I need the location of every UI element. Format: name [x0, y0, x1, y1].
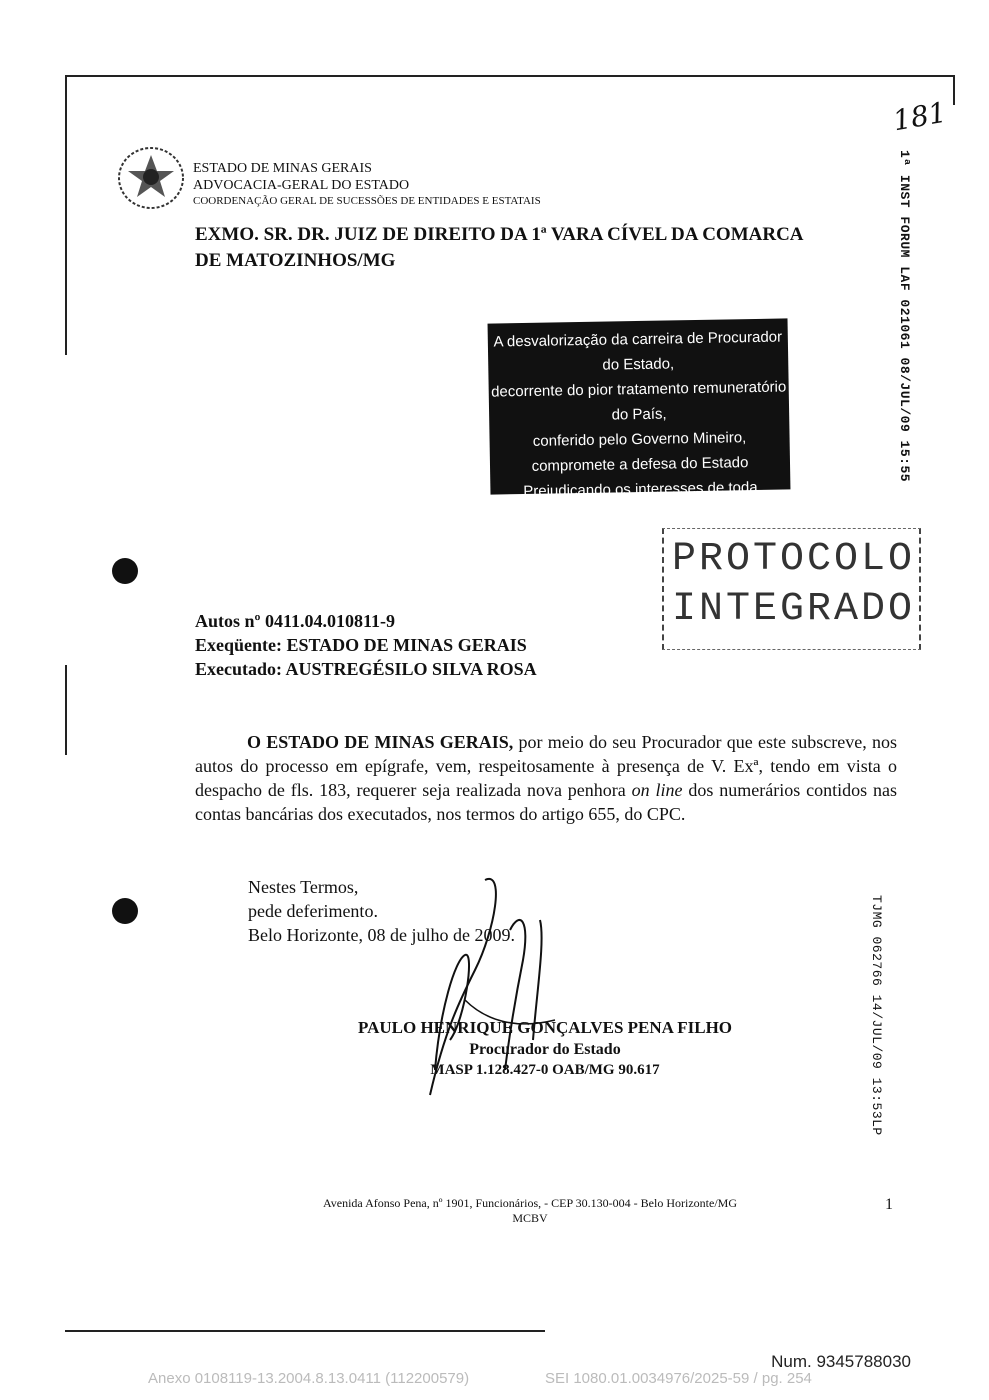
addressee-line2: DE MATOZINHOS/MG	[195, 250, 396, 271]
signer-ids: MASP 1.128.427-0 OAB/MG 90.617	[430, 1062, 660, 1078]
petition-text2: dos numerários contidos nas contas bancárias dos executados, nos termos do artigo 655, do CPC.	[195, 780, 897, 824]
petition-italic: on line	[631, 780, 683, 800]
protest-line: compromete a defesa do Estado	[531, 454, 749, 475]
closing-date: Belo Horizonte, 08 de julho de 2009.	[248, 925, 515, 945]
header-coordination: COORDENAÇÃO GERAL DE SUCESSÕES DE ENTIDADES E ESTATAIS	[193, 195, 541, 207]
footer-address: Avenida Afonso Pena, nº 1901, Funcionários, - CEP 30.130-004 - Belo Horizonte/MG	[322, 1196, 737, 1210]
header-agency: ADVOCACIA-GERAL DO ESTADO	[193, 178, 410, 193]
page-mark-handwritten: 181	[890, 95, 949, 138]
case-exequente: Exeqüente: ESTADO DE MINAS GERAIS	[195, 635, 527, 655]
sei-reference: SEI 1080.01.0034976/2025-59 / pg. 254	[545, 1370, 812, 1387]
protocolo-line1: PROTOCOLO	[672, 537, 916, 582]
annex-reference: Anexo 0108119-13.2004.8.13.0411 (112200579)	[148, 1370, 470, 1387]
scan-border-right	[953, 75, 955, 105]
signer-title: Procurador do Estado	[469, 1041, 621, 1058]
protocolo-stamp	[662, 528, 921, 650]
case-number: Autos nº 0411.04.010811-9	[195, 611, 395, 631]
scan-border-left-mid	[65, 665, 67, 755]
scan-border-top	[65, 75, 955, 77]
protocolo-line2: INTEGRADO	[672, 587, 916, 632]
petition-paragraph	[195, 730, 897, 826]
signer-name: PAULO HENRIQUE GONÇALVES PENA FILHO	[357, 1018, 733, 1037]
protest-line: A desvalorização da carreira de Procurador do Estado,	[493, 328, 783, 374]
tjmg-stamp-vertical: TJMG 062766 14/JUL/09 13:53LP	[869, 895, 884, 1136]
closing-request: pede deferimento.	[248, 901, 378, 921]
protest-line: conferido pelo Governo Mineiro,	[532, 429, 747, 450]
forum-stamp-vertical: 1ª INST FORUM LAF 021061 08/JUL/09 15:55	[897, 150, 912, 483]
scan-border-left	[65, 75, 67, 355]
document-number: Num. 9345788030	[771, 1352, 911, 1371]
petition-lead: O ESTADO DE MINAS GERAIS,	[247, 732, 514, 752]
punch-hole	[112, 558, 138, 584]
header-state: ESTADO DE MINAS GERAIS	[193, 161, 372, 176]
protest-line: decorrente do pior tratamento remuneratório do País,	[490, 378, 787, 424]
petition-text1: por meio do seu Procurador que este subscreve, nos autos do processo em epígrafe, vem, respeitosamente à presença de V. Exª, tendo em vista o despacho de fls. 183, requerer seja realizada nova penhora	[195, 732, 898, 800]
footer-initials: MCBV	[512, 1211, 548, 1225]
case-executado: Executado: AUSTREGÉSILO SILVA ROSA	[195, 659, 537, 679]
scan-border-bottom	[65, 1330, 545, 1332]
protest-line: Prejudicando os interesses de toda sociedade.	[523, 478, 758, 524]
punch-hole	[112, 898, 138, 924]
protest-notice-box	[488, 318, 791, 524]
page-number: 1	[885, 1196, 893, 1213]
closing-terms: Nestes Termos,	[248, 877, 359, 897]
addressee-line1: EXMO. SR. DR. JUIZ DE DIREITO DA 1ª VARA CÍVEL DA COMARCA	[195, 224, 804, 245]
coat-of-arms-icon	[116, 145, 186, 211]
